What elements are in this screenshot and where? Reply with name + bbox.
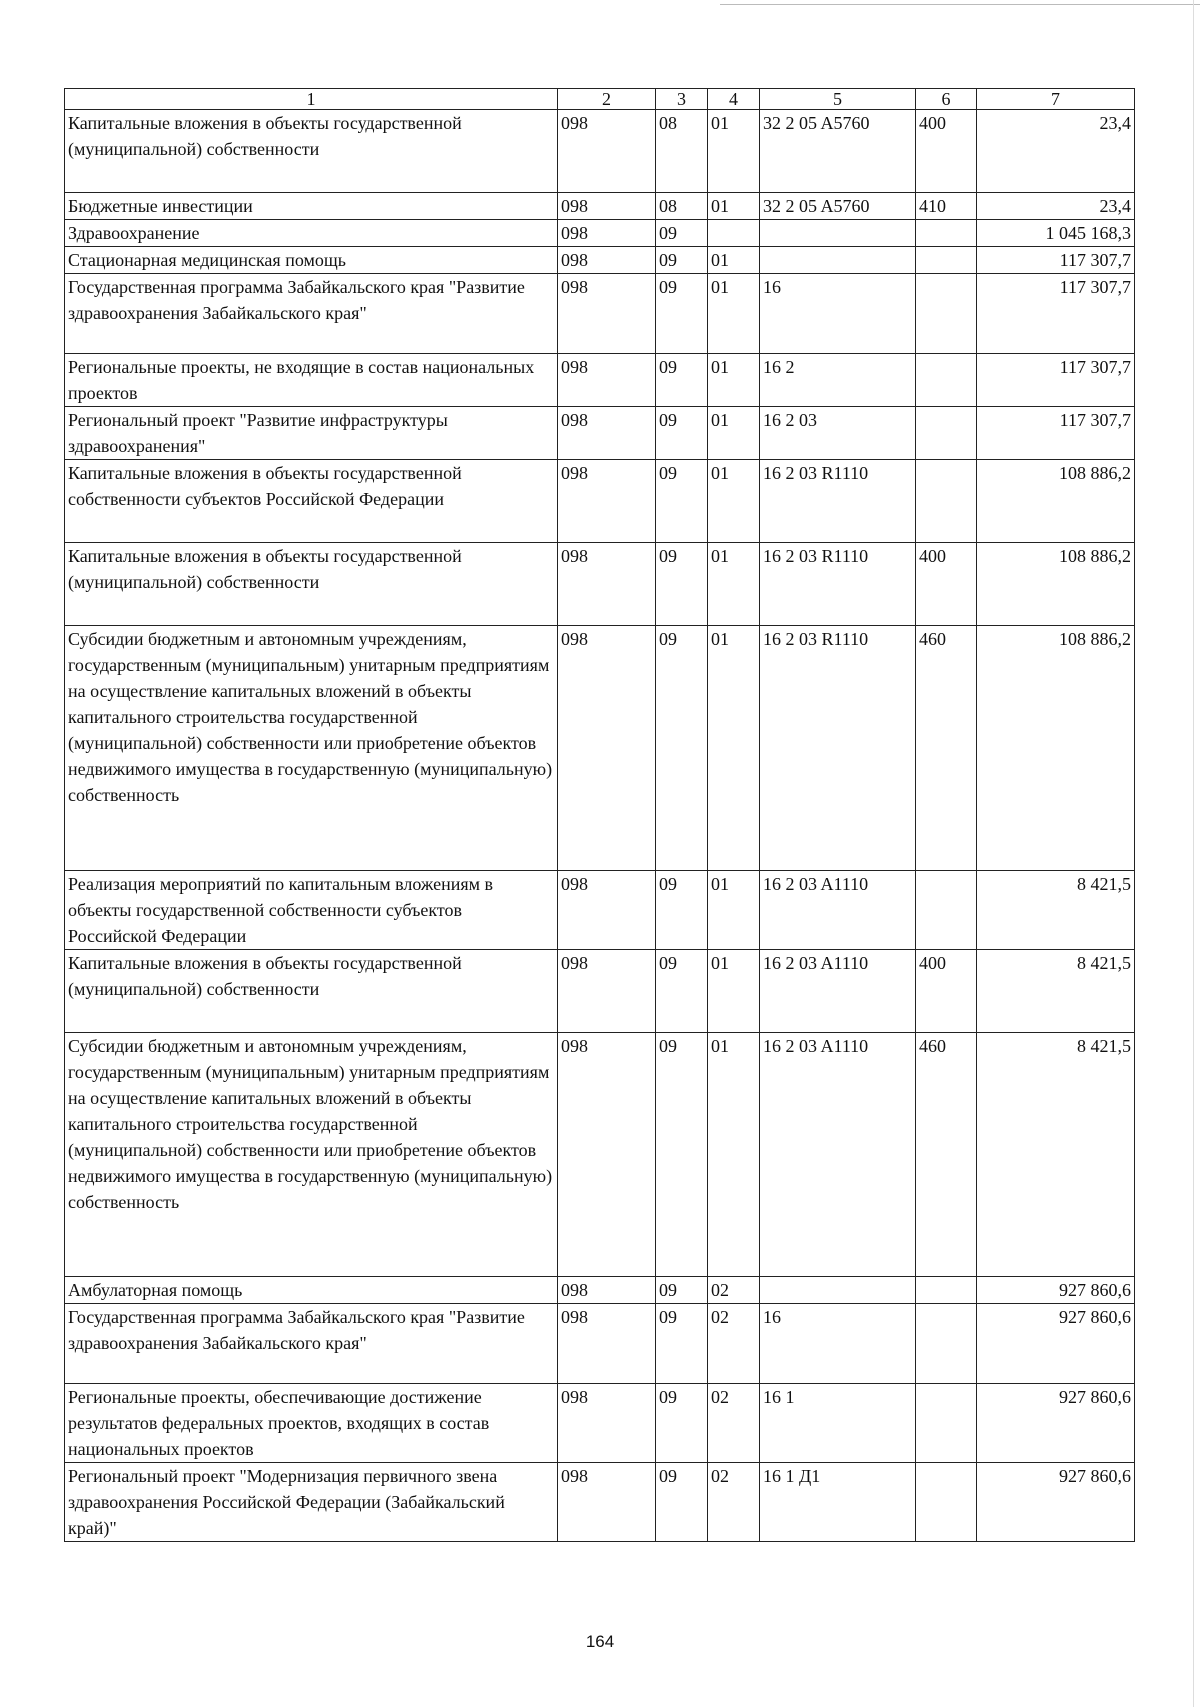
row-name-cell: Субсидии бюджетным и автономным учреждениям, государственным (муниципальным) унитарным предприятиям на осуществление капитальных вложений в объекты капитального строительства государственной (муниципальной) собственности или приобретение объектов недвижимого имущества в государственную (муниципальную) собственность: [65, 1033, 558, 1277]
subsection-code-cell: 01: [708, 247, 760, 274]
column-header: 3: [656, 89, 708, 110]
row-name-cell: Региональный проект "Развитие инфраструктуры здравоохранения": [65, 407, 558, 460]
target-article-cell: 16 2 03: [760, 407, 916, 460]
section-code-cell: 09: [656, 950, 708, 1033]
admin-code-cell: 098: [558, 950, 656, 1033]
admin-code-cell: 098: [558, 354, 656, 407]
row-name-cell: Капитальные вложения в объекты государственной (муниципальной) собственности: [65, 543, 558, 626]
column-header: 4: [708, 89, 760, 110]
expense-type-cell: [916, 354, 977, 407]
section-code-cell: 09: [656, 1304, 708, 1384]
section-code-cell: 08: [656, 110, 708, 193]
amount-cell: 117 307,7: [977, 354, 1135, 407]
target-article-cell: 16: [760, 274, 916, 354]
column-header: 7: [977, 89, 1135, 110]
target-article-cell: 32 2 05 A5760: [760, 193, 916, 220]
row-name-cell: Бюджетные инвестиции: [65, 193, 558, 220]
row-name-cell: Региональный проект "Модернизация первичного звена здравоохранения Российской Федерации (Забайкальский край)": [65, 1463, 558, 1542]
table-row: [65, 1304, 1135, 1384]
expense-type-cell: [916, 220, 977, 247]
admin-code-cell: 098: [558, 1304, 656, 1384]
section-code-cell: 09: [656, 220, 708, 247]
subsection-code-cell: 01: [708, 626, 760, 871]
section-code-cell: 09: [656, 1277, 708, 1304]
section-code-cell: 09: [656, 274, 708, 354]
amount-cell: 108 886,2: [977, 626, 1135, 871]
table-row: [65, 950, 1135, 1033]
expense-type-cell: 400: [916, 543, 977, 626]
section-code-cell: 09: [656, 1384, 708, 1463]
target-article-cell: 16 2: [760, 354, 916, 407]
table-row: [65, 1033, 1135, 1277]
admin-code-cell: 098: [558, 626, 656, 871]
section-code-cell: 08: [656, 193, 708, 220]
section-code-cell: 09: [656, 543, 708, 626]
section-code-cell: 09: [656, 626, 708, 871]
expense-type-cell: [916, 871, 977, 950]
row-name-cell: Региональные проекты, не входящие в состав национальных проектов: [65, 354, 558, 407]
table-row: [65, 274, 1135, 354]
amount-cell: 927 860,6: [977, 1384, 1135, 1463]
amount-cell: 8 421,5: [977, 1033, 1135, 1277]
target-article-cell: 16 2 03 A1110: [760, 1033, 916, 1277]
admin-code-cell: 098: [558, 871, 656, 950]
expense-type-cell: [916, 1463, 977, 1542]
expense-type-cell: [916, 460, 977, 543]
row-name-cell: Государственная программа Забайкальского края "Развитие здравоохранения Забайкальского края": [65, 274, 558, 354]
row-name-cell: Стационарная медицинская помощь: [65, 247, 558, 274]
amount-cell: 8 421,5: [977, 950, 1135, 1033]
target-article-cell: [760, 220, 916, 247]
subsection-code-cell: 01: [708, 950, 760, 1033]
subsection-code-cell: 02: [708, 1277, 760, 1304]
section-code-cell: 09: [656, 1033, 708, 1277]
admin-code-cell: 098: [558, 1033, 656, 1277]
target-article-cell: 16 1: [760, 1384, 916, 1463]
admin-code-cell: 098: [558, 220, 656, 247]
target-article-cell: 16 2 03 R1110: [760, 626, 916, 871]
admin-code-cell: 098: [558, 460, 656, 543]
target-article-cell: 16: [760, 1304, 916, 1384]
row-name-cell: Амбулаторная помощь: [65, 1277, 558, 1304]
table-row: [65, 1463, 1135, 1542]
expense-type-cell: [916, 407, 977, 460]
section-code-cell: 09: [656, 460, 708, 543]
table-row: [65, 543, 1135, 626]
table-row: [65, 247, 1135, 274]
expense-type-cell: [916, 1304, 977, 1384]
table-row: [65, 110, 1135, 193]
expense-type-cell: 400: [916, 110, 977, 193]
target-article-cell: [760, 247, 916, 274]
column-header: 1: [65, 89, 558, 110]
table-row: [65, 1384, 1135, 1463]
subsection-code-cell: 01: [708, 354, 760, 407]
expense-type-cell: 400: [916, 950, 977, 1033]
amount-cell: 1 045 168,3: [977, 220, 1135, 247]
amount-cell: 108 886,2: [977, 460, 1135, 543]
subsection-code-cell: 01: [708, 871, 760, 950]
page-number: 164: [585, 1632, 615, 1651]
subsection-code-cell: 02: [708, 1463, 760, 1542]
expense-type-cell: [916, 274, 977, 354]
target-article-cell: 16 1 Д1: [760, 1463, 916, 1542]
section-code-cell: 09: [656, 1463, 708, 1542]
amount-cell: 117 307,7: [977, 274, 1135, 354]
table-row: [65, 460, 1135, 543]
subsection-code-cell: [708, 220, 760, 247]
expense-type-cell: 460: [916, 626, 977, 871]
section-code-cell: 09: [656, 247, 708, 274]
amount-cell: 23,4: [977, 193, 1135, 220]
expense-type-cell: [916, 247, 977, 274]
amount-cell: 23,4: [977, 110, 1135, 193]
table-row: [65, 220, 1135, 247]
admin-code-cell: 098: [558, 1463, 656, 1542]
subsection-code-cell: 01: [708, 460, 760, 543]
amount-cell: 117 307,7: [977, 407, 1135, 460]
admin-code-cell: 098: [558, 274, 656, 354]
subsection-code-cell: 01: [708, 193, 760, 220]
row-name-cell: Субсидии бюджетным и автономным учреждениям, государственным (муниципальным) унитарным предприятиям на осуществление капитальных вложений в объекты капитального строительства государственной (муниципальной) собственности или приобретение объектов недвижимого имущества в государственную (муниципальную) собственность: [65, 626, 558, 871]
page-edge-line: [1193, 0, 1194, 1707]
target-article-cell: 16 2 03 A1110: [760, 871, 916, 950]
target-article-cell: 32 2 05 A5760: [760, 110, 916, 193]
row-name-cell: Капитальные вложения в объекты государственной собственности субъектов Российской Федерации: [65, 460, 558, 543]
target-article-cell: 16 2 03 R1110: [760, 460, 916, 543]
table-row: [65, 193, 1135, 220]
table-body: [65, 110, 1135, 1542]
row-name-cell: Здравоохранение: [65, 220, 558, 247]
subsection-code-cell: 02: [708, 1304, 760, 1384]
row-name-cell: Капитальные вложения в объекты государственной (муниципальной) собственности: [65, 110, 558, 193]
admin-code-cell: 098: [558, 1384, 656, 1463]
table-row: [65, 871, 1135, 950]
subsection-code-cell: 01: [708, 543, 760, 626]
target-article-cell: 16 2 03 A1110: [760, 950, 916, 1033]
amount-cell: 8 421,5: [977, 871, 1135, 950]
table-row: [65, 407, 1135, 460]
admin-code-cell: 098: [558, 407, 656, 460]
expense-type-cell: 460: [916, 1033, 977, 1277]
subsection-code-cell: 02: [708, 1384, 760, 1463]
section-code-cell: 09: [656, 407, 708, 460]
row-name-cell: Реализация мероприятий по капитальным вложениям в объекты государственной собственности субъектов Российской Федерации: [65, 871, 558, 950]
subsection-code-cell: 01: [708, 1033, 760, 1277]
section-code-cell: 09: [656, 354, 708, 407]
amount-cell: 927 860,6: [977, 1463, 1135, 1542]
expense-type-cell: 410: [916, 193, 977, 220]
target-article-cell: [760, 1277, 916, 1304]
column-header: 5: [760, 89, 916, 110]
column-header: 2: [558, 89, 656, 110]
subsection-code-cell: 01: [708, 407, 760, 460]
expense-type-cell: [916, 1384, 977, 1463]
row-name-cell: Региональные проекты, обеспечивающие достижение результатов федеральных проектов, входящих в состав национальных проектов: [65, 1384, 558, 1463]
page-edge-line: [720, 4, 1200, 5]
admin-code-cell: 098: [558, 193, 656, 220]
admin-code-cell: 098: [558, 247, 656, 274]
amount-cell: 927 860,6: [977, 1304, 1135, 1384]
subsection-code-cell: 01: [708, 274, 760, 354]
admin-code-cell: 098: [558, 1277, 656, 1304]
budget-table: [64, 88, 1135, 1542]
admin-code-cell: 098: [558, 110, 656, 193]
table-row: [65, 626, 1135, 871]
table-row: [65, 1277, 1135, 1304]
row-name-cell: Капитальные вложения в объекты государственной (муниципальной) собственности: [65, 950, 558, 1033]
expense-type-cell: [916, 1277, 977, 1304]
table-row: [65, 354, 1135, 407]
row-name-cell: Государственная программа Забайкальского края "Развитие здравоохранения Забайкальского края": [65, 1304, 558, 1384]
section-code-cell: 09: [656, 871, 708, 950]
target-article-cell: 16 2 03 R1110: [760, 543, 916, 626]
amount-cell: 927 860,6: [977, 1277, 1135, 1304]
amount-cell: 108 886,2: [977, 543, 1135, 626]
subsection-code-cell: 01: [708, 110, 760, 193]
amount-cell: 117 307,7: [977, 247, 1135, 274]
table-header-row: [65, 89, 1135, 110]
column-header: 6: [916, 89, 977, 110]
admin-code-cell: 098: [558, 543, 656, 626]
